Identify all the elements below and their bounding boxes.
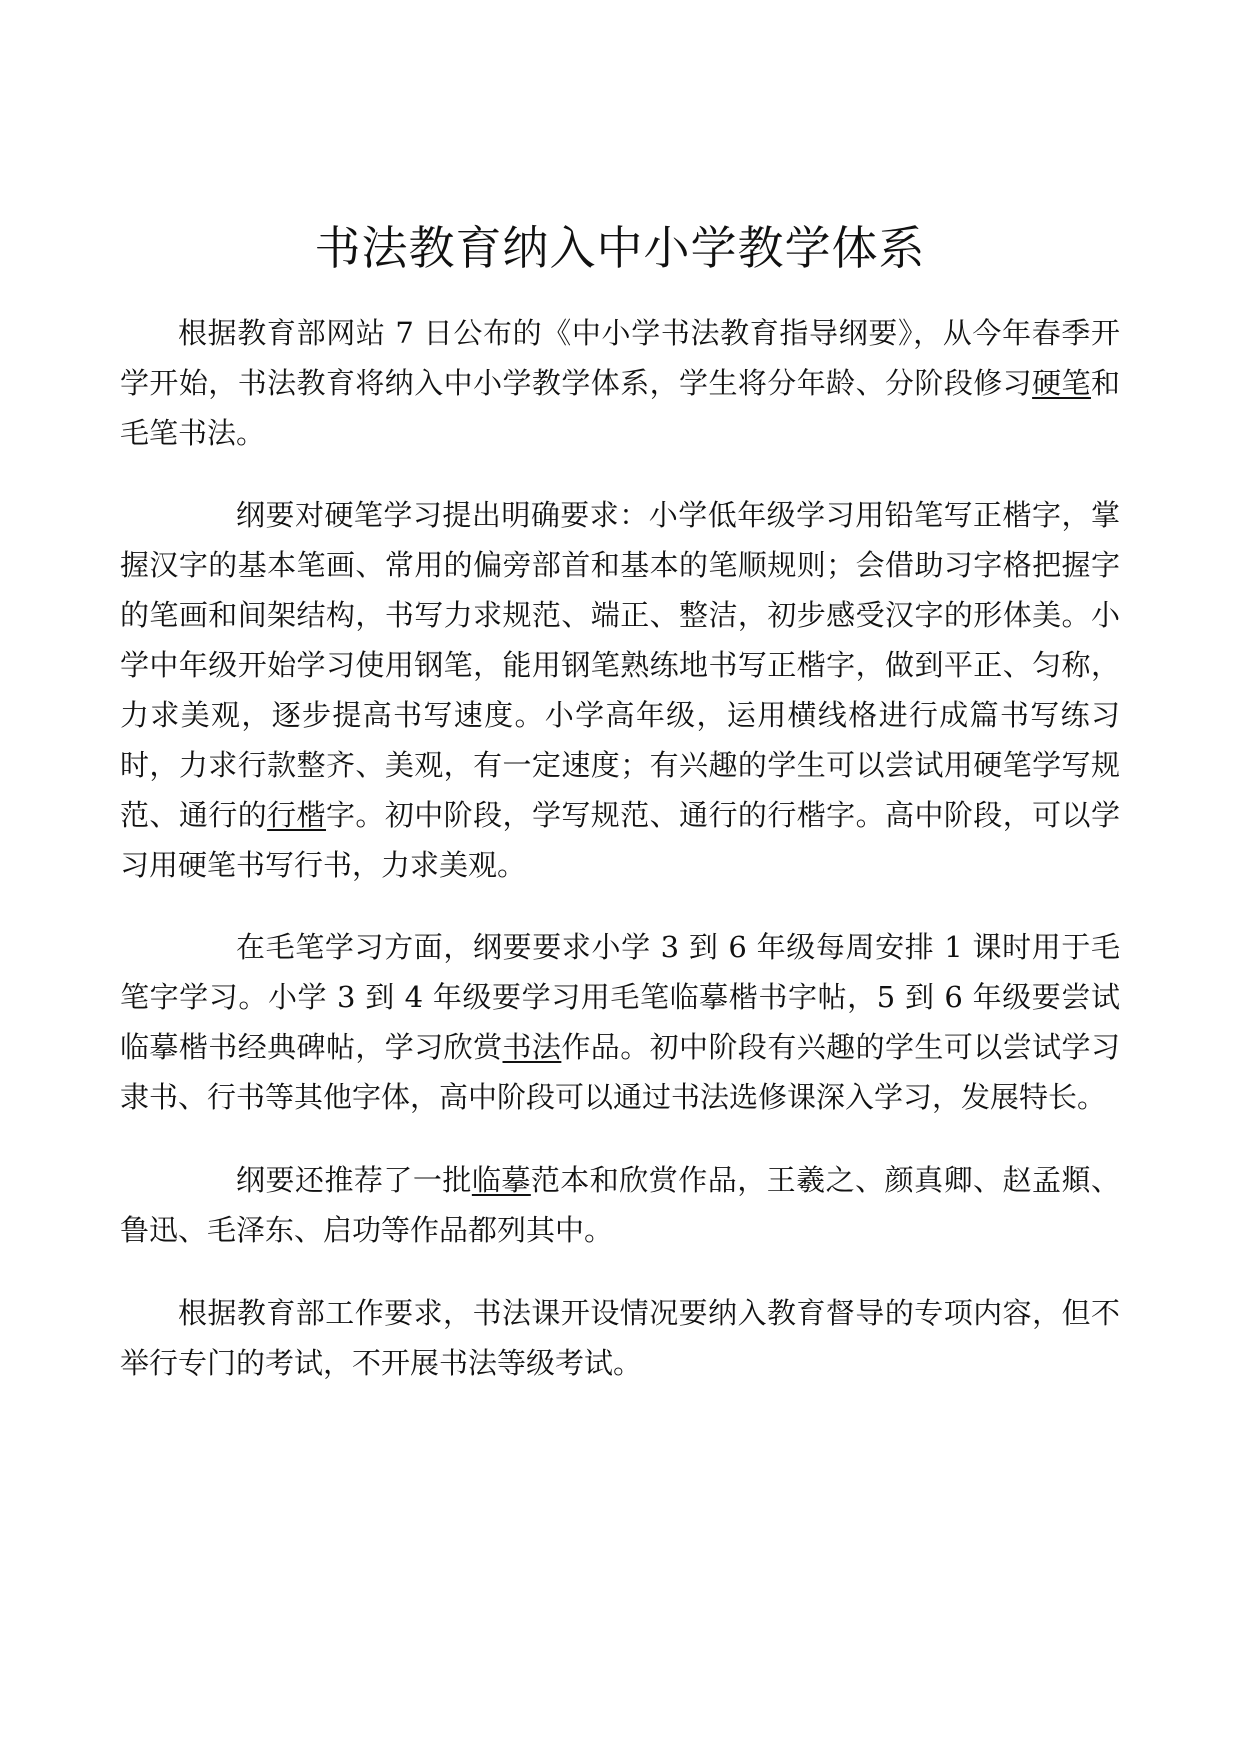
underlined-term: 临摹 xyxy=(471,1163,531,1197)
paragraph-text: 纲要对硬笔学习提出明确要求：小学低年级学习用铅笔写正楷字，掌握汉字的基本笔画、常用的偏旁部首和基本的笔顺规则；会借助习字格把握字的笔画和间架结构，书写力求规范、端正、整洁，初步感受汉字的形体美。小学中年级开始学习使用钢笔，能用钢笔熟练地书写正楷字，做到平正、匀称，力求美观，逐步提高书写速度。小学高年级，运用横线格进行成篇书写练习时，力求行款整齐、美观，有一定速度；有兴趣的学生可以尝试用硬笔学写规范、通行的 xyxy=(120,498,1120,832)
underlined-term: 硬笔 xyxy=(1032,366,1091,400)
underlined-term: 书法 xyxy=(502,1030,562,1064)
paragraph-text: 作品。初中阶段有兴趣的学生可以尝试学习隶书、行书等其他字体，高中阶段可以通过书法选修课深入学习，发展特长。 xyxy=(120,1030,1120,1114)
underlined-term: 行楷 xyxy=(267,798,326,832)
paragraph-brush xyxy=(120,922,1120,1122)
paragraph-text: 和毛笔书法。 xyxy=(120,366,1120,450)
paragraph-text: 纲要还推荐了一批 xyxy=(236,1163,472,1197)
paragraph-supervision xyxy=(120,1288,1120,1388)
paragraph-text: 根据教育部工作要求，书法课开设情况要纳入教育督导的专项内容，但不举行专门的考试，不开展书法等级考试。 xyxy=(120,1296,1120,1380)
paragraph-hard-pen xyxy=(120,490,1120,890)
paragraph-text: 根据教育部网站 7 日公布的《中小学书法教育指导纲要》，从今年春季开学开始，书法教育将纳入中小学教学体系，学生将分年龄、分阶段修习 xyxy=(120,316,1120,400)
paragraph-text: 在毛笔学习方面，纲要要求小学 3 到 6 年级每周安排 1 课时用于毛笔字学习。小学 3 到 4 年级要学习用毛笔临摹楷书字帖，5 到 6 年级要尝试临摹楷书经典碑帖，学习欣赏 xyxy=(120,930,1120,1064)
paragraph-text: 范本和欣赏作品，王羲之、颜真卿、赵孟頫、鲁迅、毛泽东、启功等作品都列其中。 xyxy=(120,1163,1120,1247)
paragraph-text: 字。初中阶段，学写规范、通行的行楷字。高中阶段，可以学习用硬笔书写行书，力求美观。 xyxy=(120,798,1120,882)
document-title: 书法教育纳入中小学教学体系 xyxy=(314,221,926,275)
paragraph-intro xyxy=(120,308,1120,458)
paragraph-recommended-works xyxy=(120,1155,1120,1255)
